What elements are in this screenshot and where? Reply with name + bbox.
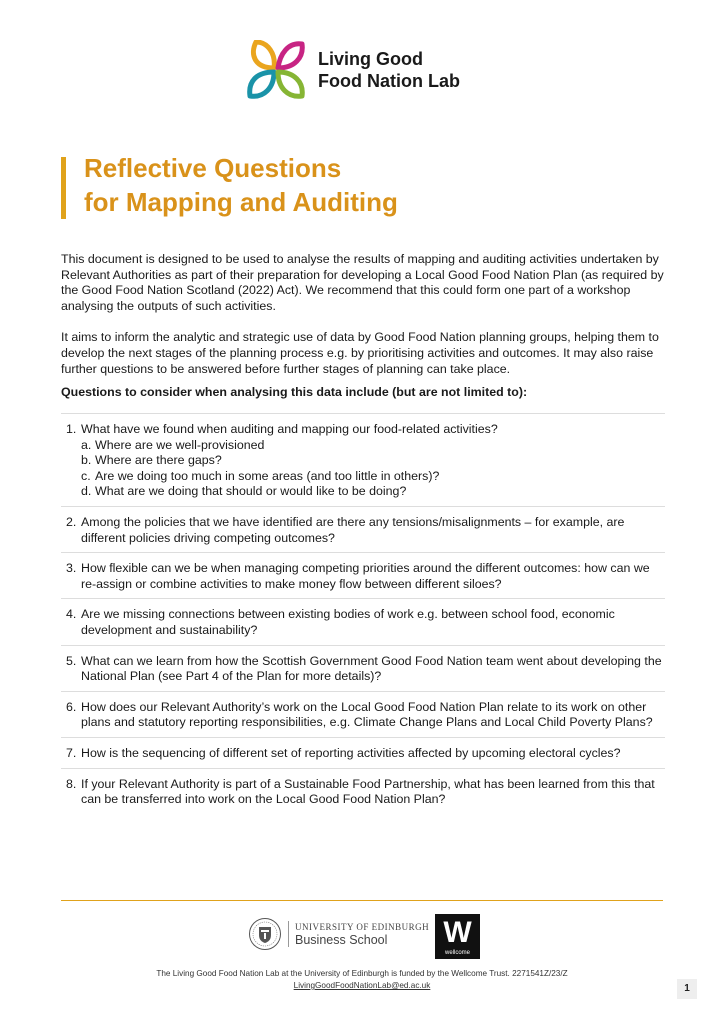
question-item-7: [61, 737, 665, 768]
sub-question-letter: a.: [81, 437, 92, 452]
sub-question-a: [81, 438, 665, 454]
sub-question-text: Where are there gaps?: [95, 453, 222, 468]
university-crest-icon: [248, 917, 282, 951]
question-number: 3.: [66, 561, 77, 576]
question-item-3: [61, 552, 665, 598]
logo-line-1: Living Good: [318, 49, 423, 69]
question-text: Are we missing connections between existing bodies of work e.g. between school food, economic development and sustainability?: [81, 607, 615, 637]
sub-question-text: Where are we well-provisioned: [95, 437, 265, 452]
footer-divider: [61, 900, 663, 901]
question-number: 7.: [66, 745, 77, 760]
question-text: Among the policies that we have identified are there any tensions/misalignments – for example, are different policies driving competing outcomes?: [81, 514, 625, 545]
logo-line-2: Food Nation Lab: [318, 71, 460, 91]
question-item-5: [61, 645, 665, 691]
title-accent-bar: [61, 157, 66, 219]
question-item-2: [61, 506, 665, 552]
sub-question-letter: b.: [81, 453, 92, 468]
page-title: [84, 151, 398, 219]
wellcome-wordmark: wellcome: [444, 950, 470, 956]
intro-paragraph-2: It aims to inform the analytic and strategic use of data by Good Food Nation planning groups, helping them to develop the next stages of the planning process e.g. by prioritising activities and outcomes. It may also raise further questions to be answered before further stages of planning can take place.: [61, 330, 659, 376]
wellcome-logo: [435, 914, 480, 959]
question-item-8: [61, 768, 665, 814]
leaf-logo-icon: [246, 40, 306, 100]
uoe-business-school-logo: [248, 917, 429, 951]
question-text: If your Relevant Authority is part of a Sustainable Food Partnership, what has been learned from this that can be transferred into work on the Local Good Food Nation Plan?: [81, 776, 655, 807]
question-text: What have we found when auditing and mapping our food-related activities?: [81, 422, 498, 436]
uoe-name: UNIVERSITY OF EDINBURGH: [295, 921, 430, 932]
sub-question-d: [81, 484, 665, 500]
business-school-name: Business School: [295, 932, 388, 947]
question-text: What can we learn from how the Scottish Government Good Food Nation team went about developing the National Plan (see Part 4 of the Plan for more details)?: [81, 653, 662, 684]
logo-wordmark: [318, 48, 460, 92]
contact-email-link[interactable]: LivingGoodFoodNationLab@ed.ac.uk: [293, 981, 431, 990]
question-number: 6.: [66, 699, 77, 714]
intro-paragraph-1: This document is designed to be used to analyse the results of mapping and auditing activities undertaken by Relevant Authorities as part of their preparation for developing a Local Good Food Nation Plan (as required by the Good Food Nation Scotland (2022) Act). We recommend that this could form one part of a workshop analysing the outputs of such activities.: [61, 252, 664, 313]
funding-statement: The Living Good Food Nation Lab at the University of Edinburgh is funded by the Wellcome Trust. 2271541Z/23/Z: [156, 969, 568, 978]
logo-separator: [288, 921, 289, 947]
sub-question-b: [81, 453, 665, 469]
sub-question-letter: c.: [81, 468, 91, 483]
question-text: How is the sequencing of different set of reporting activities affected by upcoming electoral cycles?: [81, 745, 621, 760]
question-item-1: [61, 413, 665, 506]
question-item-4: [61, 598, 665, 644]
uoe-wordmark: [295, 922, 429, 947]
lab-logo: [246, 40, 460, 100]
questions-list: [61, 413, 665, 814]
page-number: 1: [677, 979, 697, 999]
question-number: 8.: [66, 776, 77, 791]
sub-question-letter: d.: [81, 484, 92, 499]
intro-text: [61, 252, 671, 393]
question-text: How does our Relevant Authority’s work on the Local Good Food Nation Plan relate to its work on other plans and statutory reporting responsibilities, e.g. Climate Change Plans and Local Child Poverty Plans?: [81, 699, 653, 730]
question-text: How flexible can we be when managing competing priorities around the different outcomes: how can we re-assign or combine activities to make money flow between different siloes?: [81, 561, 650, 591]
questions-heading: Questions to consider when analysing this data include (but are not limited to):: [61, 385, 528, 399]
sub-question-c: [81, 469, 665, 485]
question-number: 4.: [66, 607, 77, 622]
question-number: 1.: [66, 422, 77, 436]
sub-question-text: Are we doing too much in some areas (and too little in others)?: [95, 468, 440, 483]
question-item-6: [61, 691, 665, 737]
title-line-2: for Mapping and Auditing: [84, 187, 398, 217]
sub-question-text: What are we doing that should or would like to be doing?: [95, 484, 407, 499]
title-line-1: Reflective Questions: [84, 153, 342, 183]
question-number: 5.: [66, 653, 77, 668]
question-number: 2.: [66, 514, 77, 529]
wellcome-w-mark: W: [443, 916, 472, 949]
